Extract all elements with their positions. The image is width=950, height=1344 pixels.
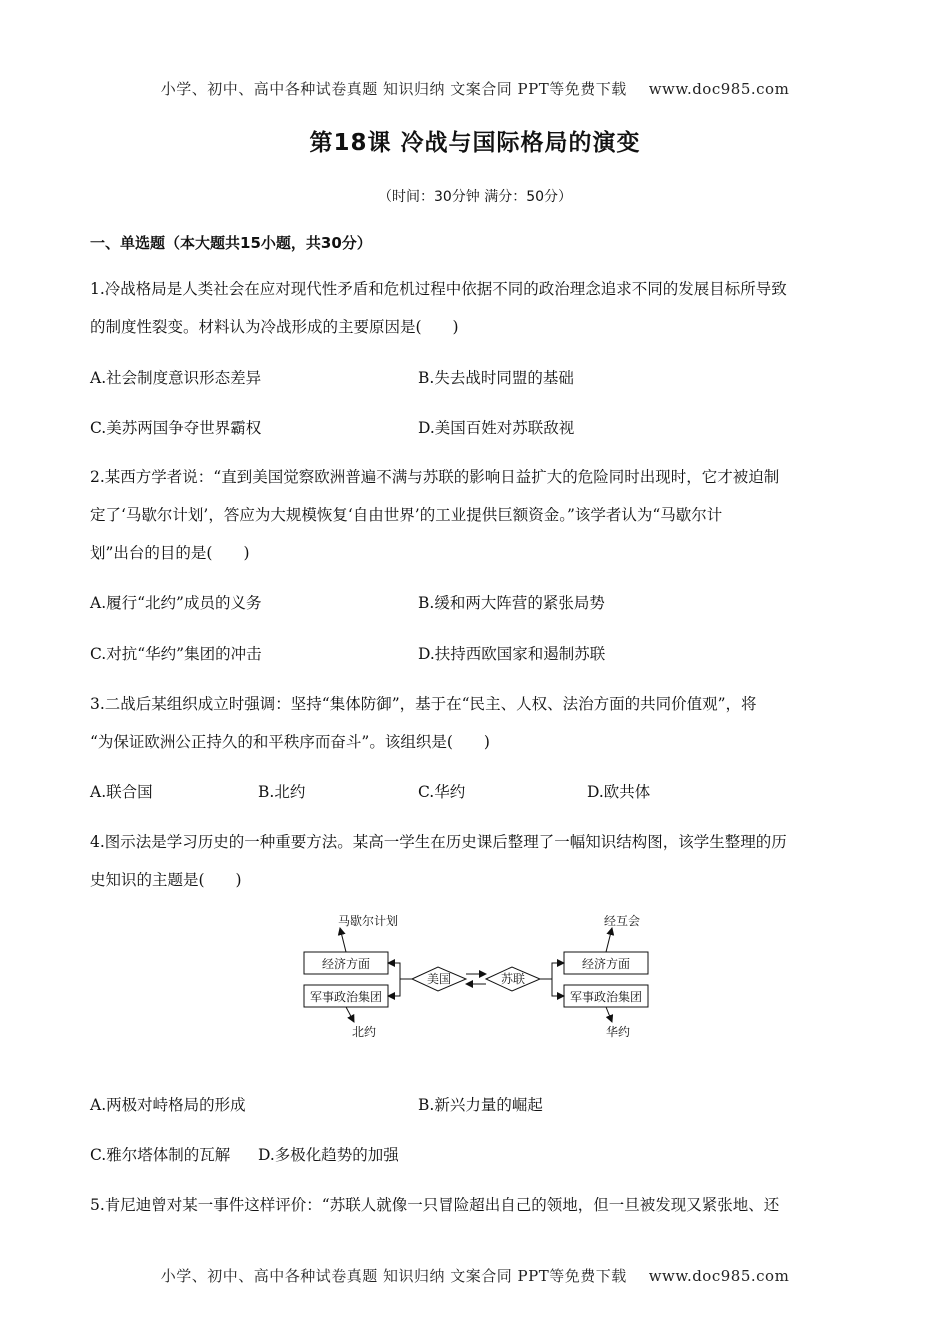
- q4-option-a: A.两极对峙格局的形成: [90, 1096, 246, 1114]
- q1-option-d: D.美国百姓对苏联敌视: [418, 419, 575, 437]
- label-right-econ: 经济方面: [581, 957, 631, 971]
- section-heading: 一、单选题（本大题共15小题，共30分）: [90, 234, 372, 252]
- label-marshall-plan: 马歇尔计划: [338, 914, 399, 928]
- q1-option-b: B.失去战时同盟的基础: [418, 369, 574, 387]
- label-left-mil: 军事政治集团: [309, 990, 383, 1004]
- page-footer: [0, 1265, 950, 1286]
- page-header: [0, 78, 950, 99]
- q3-option-c: C.华约: [418, 783, 466, 801]
- q3-line-2: “为保证欧洲公正持久的和平秩序而奋斗”。该组织是( ): [90, 733, 490, 751]
- label-right-mil: 军事政治集团: [569, 990, 643, 1004]
- exam-info: （时间：30分钟 满分：50分）: [377, 189, 573, 205]
- q1-line-2: 的制度性裂变。材料认为冷战形成的主要原因是( ): [90, 318, 459, 336]
- q3-option-b: B.北约: [258, 783, 306, 801]
- q1-option-c: C.美苏两国争夺世界霸权: [90, 419, 262, 437]
- q3-option-a: A.联合国: [90, 783, 153, 801]
- q1-line-1: 1.冷战格局是人类社会在应对现代性矛盾和危机过程中依据不同的政治理念追求不同的发展目标所导致: [90, 280, 787, 298]
- header-text: 小学、初中、高中各种试卷真题 知识归纳 文案合同 PPT等免费下载: [160, 80, 627, 98]
- q4-line-1: 4.图示法是学习历史的一种重要方法。某高一学生在历史课后整理了一幅知识结构图，该学生整理的历: [90, 833, 787, 851]
- q4-line-2: 史知识的主题是( ): [90, 871, 242, 889]
- q4-option-c: C.雅尔塔体制的瓦解: [90, 1146, 231, 1164]
- header-site: www.doc985.com: [648, 80, 790, 98]
- q2-line-1: 2.某西方学者说：“直到美国觉察欧洲普遍不满与苏联的影响日益扩大的危险同时出现时，它才被迫制: [90, 468, 780, 486]
- q3-line-1: 3.二战后某组织成立时强调：坚持“集体防御”，基于在“民主、人权、法治方面的共同价值观”，将: [90, 695, 757, 713]
- label-usa: 美国: [426, 972, 452, 986]
- q2-line-2: 定了‘马歇尔计划’，答应为大规模恢复‘自由世界’的工业提供巨额资金。”该学者认为“马歇尔计: [90, 506, 723, 524]
- q2-line-3: 划”出台的目的是( ): [90, 544, 250, 562]
- q2-option-a: A.履行“北约”成员的义务: [90, 594, 262, 612]
- footer-site: www.doc985.com: [648, 1267, 790, 1285]
- q3-option-d: D.欧共体: [587, 783, 651, 801]
- q4-option-d: D.多极化趋势的加强: [258, 1146, 399, 1164]
- q1-option-a: A.社会制度意识形态差异: [90, 369, 262, 387]
- label-left-econ: 经济方面: [321, 957, 371, 971]
- footer-text: 小学、初中、高中各种试卷真题 知识归纳 文案合同 PPT等免费下载: [160, 1267, 627, 1285]
- label-ussr: 苏联: [500, 972, 526, 986]
- label-comecon: 经互会: [604, 914, 641, 928]
- q2-option-b: B.缓和两大阵营的紧张局势: [418, 594, 605, 612]
- label-warsaw-pact: 华约: [606, 1025, 631, 1039]
- page-title: 第18课 冷战与国际格局的演变: [309, 130, 641, 156]
- q5-line-1: 5.肯尼迪曾对某一事件这样评价：“苏联人就像一只冒险超出自己的领地，但一旦被发现又紧张地、还: [90, 1196, 780, 1214]
- q4-option-b: B.新兴力量的崛起: [418, 1096, 543, 1114]
- knowledge-structure-diagram: [300, 912, 655, 1047]
- label-nato: 北约: [352, 1025, 377, 1039]
- q2-option-c: C.对抗“华约”集团的冲击: [90, 645, 262, 663]
- q2-option-d: D.扶持西欧国家和遏制苏联: [418, 645, 606, 663]
